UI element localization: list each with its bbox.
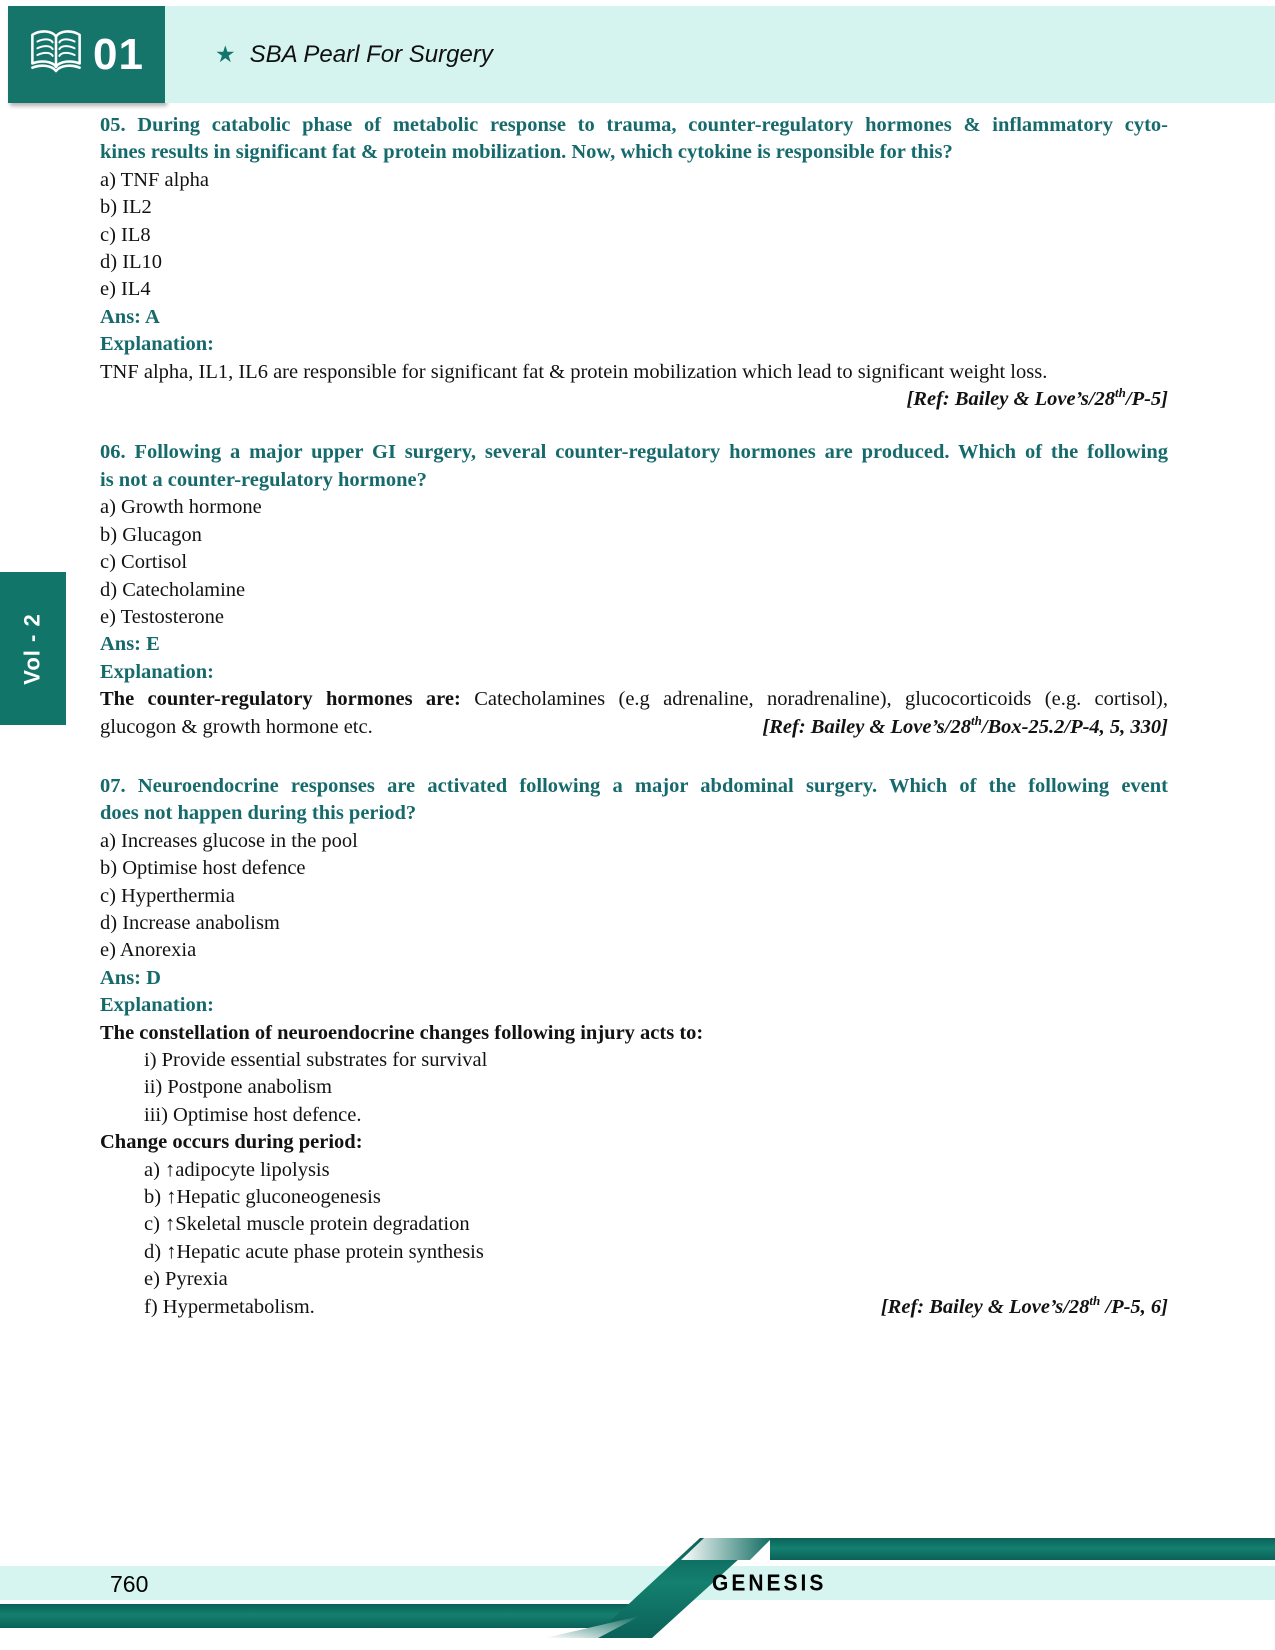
option: c) Cortisol — [100, 551, 188, 574]
footer-mint-band — [0, 1566, 1275, 1600]
ribbon-highlight-top — [681, 1538, 772, 1560]
list-item: c) ↑Skeletal muscle protein degradation — [144, 1213, 470, 1236]
option: d) Increase anabolism — [100, 911, 280, 934]
open-book-icon — [29, 28, 83, 82]
option: b) Glucagon — [100, 523, 202, 546]
footer-ribbon-art — [0, 1530, 1275, 1650]
option: c) IL8 — [100, 223, 151, 246]
list-item: iii) Optimise host defence. — [144, 1103, 362, 1126]
list-item: e) Pyrexia — [144, 1268, 228, 1291]
explanation-text: The counter-regulatory hormones are: Catecholamines (e.g adrenaline, noradrenaline), glucocorticoids (e.g. cortisol), — [100, 688, 1168, 711]
explanation-label: Explanation: — [100, 333, 214, 356]
explanation-label: Explanation: — [100, 994, 214, 1017]
option: c) Hyperthermia — [100, 884, 235, 907]
publisher-logo: GENESIS — [712, 1571, 827, 1596]
page-content — [100, 112, 1168, 1321]
option: d) Catecholamine — [100, 578, 246, 601]
option: d) IL10 — [100, 251, 163, 274]
explanation-last-line — [100, 714, 1168, 741]
reference: [Ref: Bailey & Love’s/28th/Box-25.2/P-4, 5, 330] — [762, 712, 1168, 738]
reference: [Ref: Bailey & Love’s/28th /P-5, 6] — [880, 1292, 1168, 1318]
question-heading — [100, 439, 1168, 494]
option: a) Increases glucose in the pool — [100, 829, 358, 852]
list-item: a) ↑adipocyte lipolysis — [144, 1158, 330, 1181]
reference: [Ref: Bailey & Love’s/28th/P-5] — [906, 385, 1168, 411]
question-heading — [100, 112, 1168, 167]
option: b) IL2 — [100, 196, 152, 219]
explanation-intro: The constellation of neuroendocrine changes following injury acts to: — [100, 1021, 704, 1044]
volume-label: Vol - 2 — [20, 612, 46, 685]
footer-top-band — [770, 1538, 1275, 1560]
list-item: b) ↑Hepatic gluconeogenesis — [144, 1186, 381, 1209]
question-07 — [100, 773, 1168, 1321]
question-heading-line: does not happen during this period? — [100, 802, 417, 825]
option: a) TNF alpha — [100, 168, 209, 191]
list-item: d) ↑Hepatic acute phase protein synthesis — [144, 1240, 484, 1263]
star-icon: ★ — [215, 41, 236, 67]
option: e) IL4 — [100, 278, 151, 301]
question-heading-line: 05. During catabolic phase of metabolic response to trauma, counter-regulatory hormones & inflammatory cyto- — [100, 114, 1168, 136]
question-05 — [100, 112, 1168, 413]
explanation-label: Explanation: — [100, 660, 214, 683]
list-item: f) Hypermetabolism. — [144, 1295, 315, 1318]
answer-label: Ans: D — [100, 966, 161, 989]
volume-tab — [0, 572, 66, 725]
option: b) Optimise host defence — [100, 857, 306, 880]
question-06 — [100, 439, 1168, 740]
answer-label: Ans: E — [100, 633, 160, 656]
question-heading — [100, 773, 1168, 828]
chapter-title-banner — [165, 6, 1275, 103]
book-title: SBA Pearl For Surgery — [249, 40, 493, 68]
explanation-text: glucogon & growth hormone etc. — [100, 715, 373, 738]
page-number: 760 — [110, 1571, 149, 1597]
footer-bottom-band — [0, 1604, 648, 1628]
question-heading-line: 06. Following a major upper GI surgery, several counter-regulatory hormones are produced. Which of the following — [100, 441, 1168, 464]
option: e) Testosterone — [100, 605, 224, 628]
option: e) Anorexia — [100, 939, 197, 962]
question-heading-line: kines results in significant fat & protein mobilization. Now, which cytokine is responsible for this? — [100, 141, 953, 164]
explanation-last-line — [100, 1294, 1168, 1321]
answer-label: Ans: A — [100, 305, 160, 328]
question-heading-line: 07. Neuroendocrine responses are activated following a major abdominal surgery. Which of the following event — [100, 774, 1168, 797]
chapter-number: 01 — [93, 29, 144, 79]
option: a) Growth hormone — [100, 496, 262, 519]
list-item: ii) Postpone anabolism — [144, 1076, 332, 1099]
explanation-text: TNF alpha, IL1, IL6 are responsible for significant fat & protein mobilization which lead to significant weight loss. — [100, 360, 1048, 383]
explanation-intro: Change occurs during period: — [100, 1131, 363, 1154]
chapter-header-box — [8, 6, 165, 103]
question-heading-line: is not a counter-regulatory hormone? — [100, 468, 427, 491]
list-item: i) Provide essential substrates for survival — [144, 1049, 488, 1071]
